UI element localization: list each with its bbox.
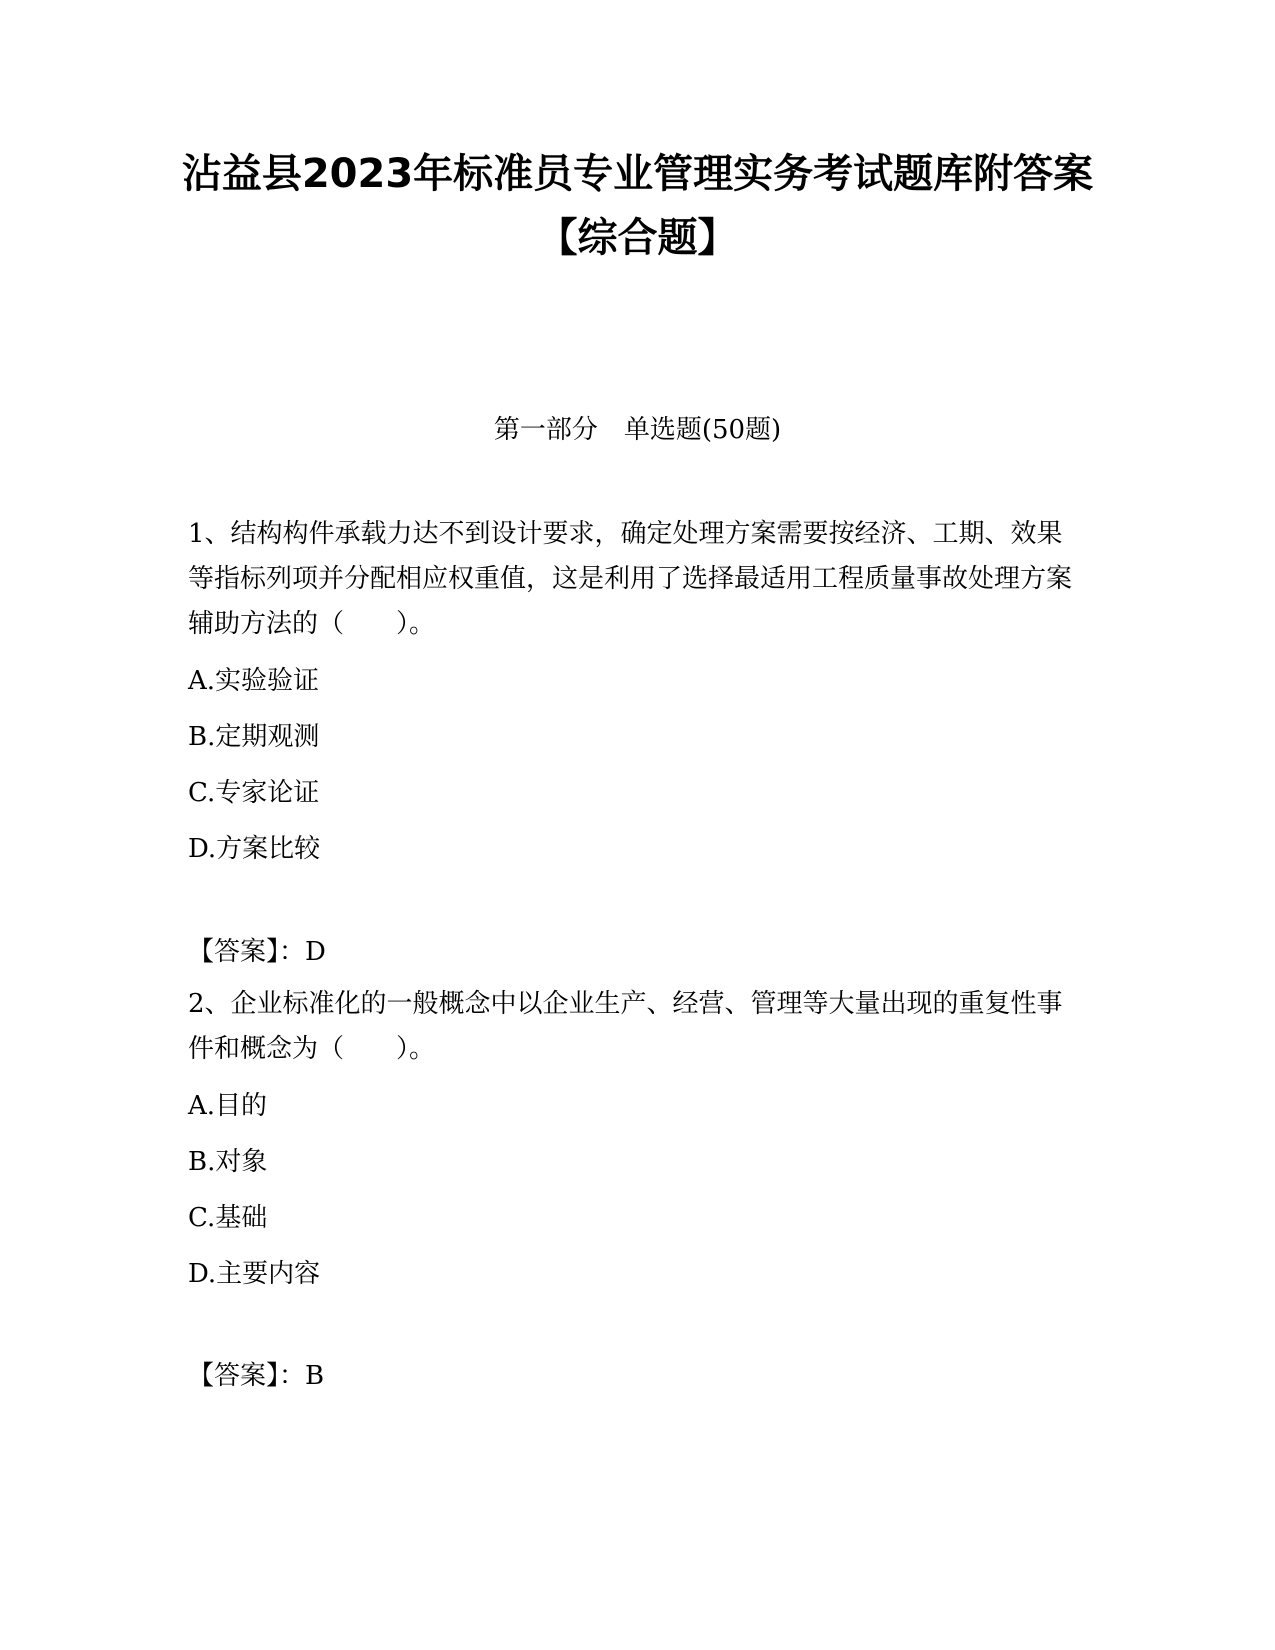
question-1-option-b: B.定期观测: [188, 722, 320, 752]
question-2-stem: 2、企业标准化的一般概念中以企业生产、经营、管理等大量出现的重复性事件和概念为（ ）。: [188, 989, 1063, 1064]
question-1-options: [188, 653, 1088, 877]
question-1-option-c: C.专家论证: [188, 778, 320, 808]
question-2-option-d: D.主要内容: [188, 1259, 321, 1289]
question-2-options: [188, 1078, 1088, 1302]
question-1-option-a: A.实验验证: [188, 666, 320, 696]
question-1-answer: 【答案】：D: [188, 937, 326, 967]
question-2-option-c: C.基础: [188, 1203, 268, 1233]
question-2-option-b: B.对象: [188, 1147, 268, 1177]
document-title: 沾益县2023年标准员专业管理实务考试题库附答案【综合题】: [181, 151, 1094, 261]
question-1-stem: 1、结构构件承载力达不到设计要求，确定处理方案需要按经济、工期、效果等指标列项并分配相应权重值，这是利用了选择最适用工程质量事故处理方案辅助方法的（ ）。: [188, 519, 1073, 639]
question-2-answer: 【答案】：B: [188, 1361, 325, 1391]
question-2-option-a: A.目的: [188, 1091, 268, 1121]
question-1-option-d: D.方案比较: [188, 834, 321, 864]
section-heading: 第一部分 单选题(50题): [493, 415, 782, 445]
